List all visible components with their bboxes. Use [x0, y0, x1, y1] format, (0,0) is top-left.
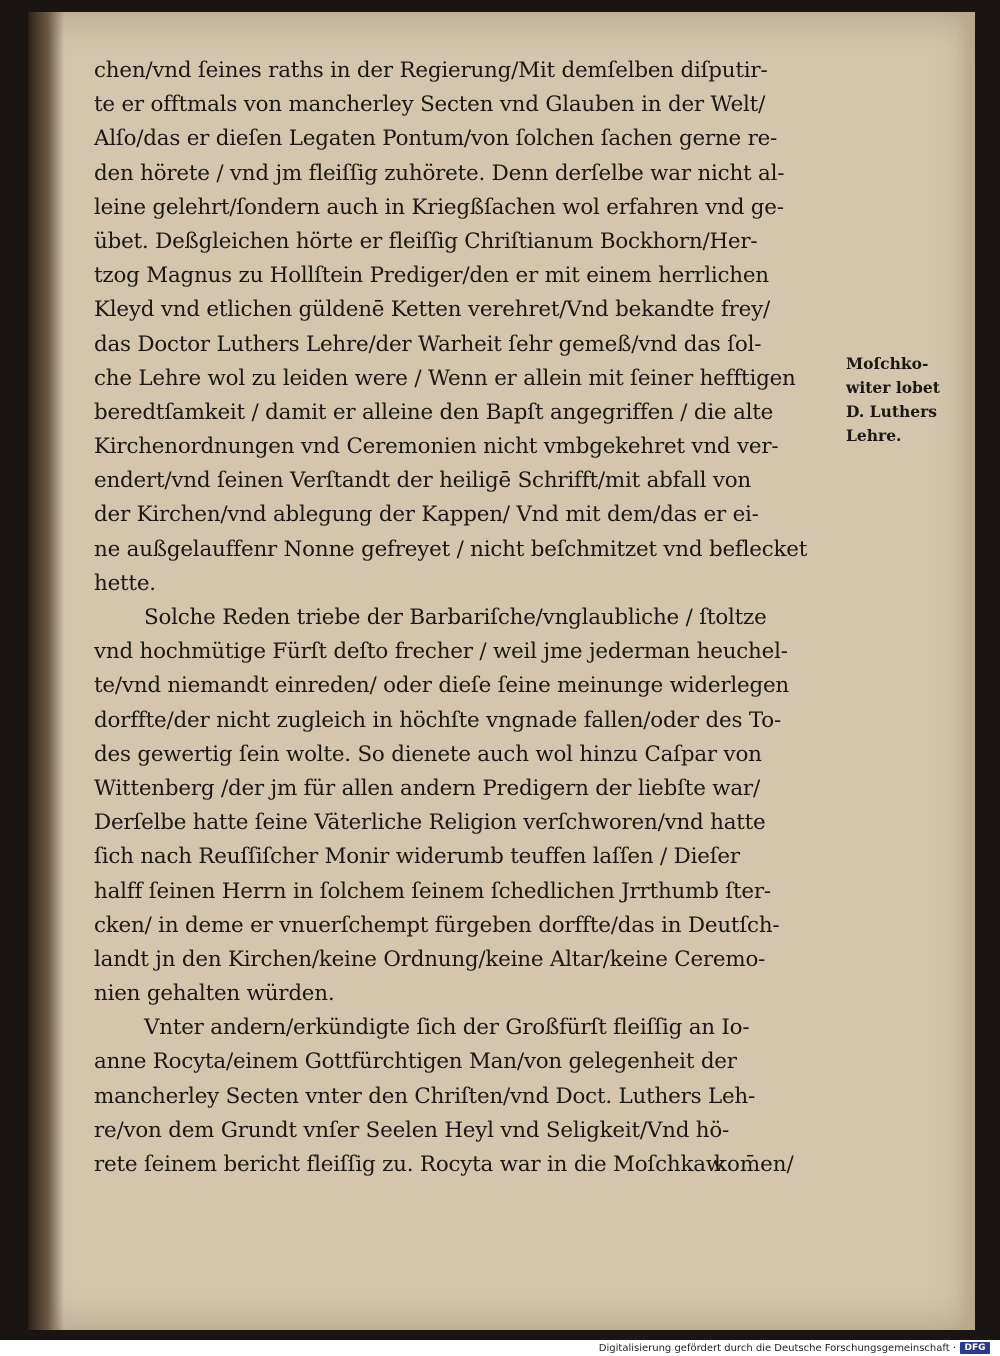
text-line: hette. [94, 570, 156, 596]
marginal-note [846, 352, 976, 448]
text-line: landt jn den Kirchen/keine Ordnung/keine Altar/keine Ceremo- [94, 946, 766, 972]
text-line: anne Rocyta/einem Gottfürchtigen Man/von gelegenheit der [94, 1049, 737, 1075]
text-line: übet. Deßgleichen hörte er fleiſſig Chriſtianum Bockhorn/Her- [94, 228, 758, 254]
text-line: Vnter andern/erkündigte ſich der Großfürſt fleiſſig an Io- [144, 1015, 750, 1041]
page-gutter [28, 12, 64, 1330]
text-line: chen/vnd ſeines raths in der Regierung/Mit demſelben diſputir- [94, 58, 768, 83]
text-line: der Kirchen/vnd ablegung der Kappen/ Vnd mit dem/das er ei- [94, 502, 759, 528]
text-line: endert/vnd ſeinen Verſtandt der heiligē Schrifft/mit abfall von [94, 468, 751, 494]
text-line: tzog Magnus zu Hollſtein Prediger/den er mit einem herrlichen [94, 263, 769, 289]
text-line: Solche Reden triebe der Barbariſche/vnglaubliche / ſtoltze [144, 605, 767, 630]
text-line: leine gelehrt/ſondern auch in Kriegßſachen wol erfahren vnd ge- [94, 194, 784, 220]
text-line: Kirchenordnungen vnd Ceremonien nicht vmbgekehret vnd ver- [94, 434, 779, 460]
text-line: Alſo/das er dieſen Legaten Pontum/von ſolchen ſachen gerne re- [94, 126, 778, 152]
text-line: te/vnd niemandt einreden/ oder dieſe ſeine meinunge widerlegen [94, 673, 789, 699]
text-line: nien gehalten würden. [94, 981, 335, 1007]
text-line: cken/ in deme er vnuerſchempt fürgeben dorffte/das in Deutſch- [94, 912, 780, 938]
marginal-line: Lehre. [846, 426, 902, 445]
page-edge [957, 12, 975, 1330]
text-line: ſich nach Reuſſiſcher Monir widerumb teuffen laſſen / Dieſer [94, 844, 740, 870]
text-line: beredtſamkeit / damit er alleine den Bapſt angegriffen / die alte [94, 399, 774, 425]
text-line: Kleyd vnd etlichen güldenē Ketten verehret/Vnd bekandte frey/ [94, 297, 771, 323]
text-line: Derſelbe hatte ſeine Väterliche Religion verſchworen/vnd hatte [94, 810, 766, 836]
text-line: rete ſeinem bericht fleiſſig zu. Rocyta war in die Moſchkaw [94, 1152, 724, 1177]
text-line: des gewertig ſein wolte. So dienete auch wol hinzu Caſpar von [94, 741, 762, 767]
text-line: halff ſeinen Herrn in ſolchem ſeinem ſchedlichen Jrrthumb ſter- [94, 878, 771, 904]
text-line: re/von dem Grundt vnſer Seelen Heyl vnd Seligkeit/Vnd hö- [94, 1117, 730, 1143]
book-page [28, 12, 975, 1330]
text-line: vnd hochmütige Fürſt deſto frecher / weil jme jederman heuchel- [94, 639, 788, 665]
text-line: mancherley Secten vnter den Chriſten/vnd Doct. Luthers Leh- [94, 1083, 756, 1109]
text-line: Wittenberg /der jm für allen andern Predigern der liebſte war/ [94, 775, 760, 801]
dfg-logo: DFG [960, 1342, 990, 1354]
marginal-line: D. Luthers [846, 402, 938, 421]
text-line: ne außgelauffenr Nonne gefreyet / nicht beſchmitzet vnd beflecket [94, 536, 808, 562]
text-line: den hörete / vnd jm fleiſſig zuhörete. Denn derſelbe war nicht al- [94, 160, 785, 186]
marginal-line: witer lobet [846, 378, 940, 397]
main-text [94, 54, 854, 1182]
text-line: das Doctor Luthers Lehre/der Warheit ſehr gemeß/vnd das ſol- [94, 331, 762, 357]
text-line: che Lehre wol zu leiden were / Wenn er allein mit ſeiner hefftigen [94, 365, 796, 391]
catchword: kom̄en/ [714, 1152, 794, 1177]
text-line: te er offtmals von mancherley Secten vnd Glauben in der Welt/ [94, 92, 766, 118]
footer-credit: Digitalisierung gefördert durch die Deutsche Forschungsgemeinschaft · [598, 1343, 956, 1354]
marginal-line: Moſchko- [846, 354, 929, 373]
text-line: dorffte/der nicht zugleich in höchſte vngnade fallen/oder des To- [94, 707, 781, 733]
